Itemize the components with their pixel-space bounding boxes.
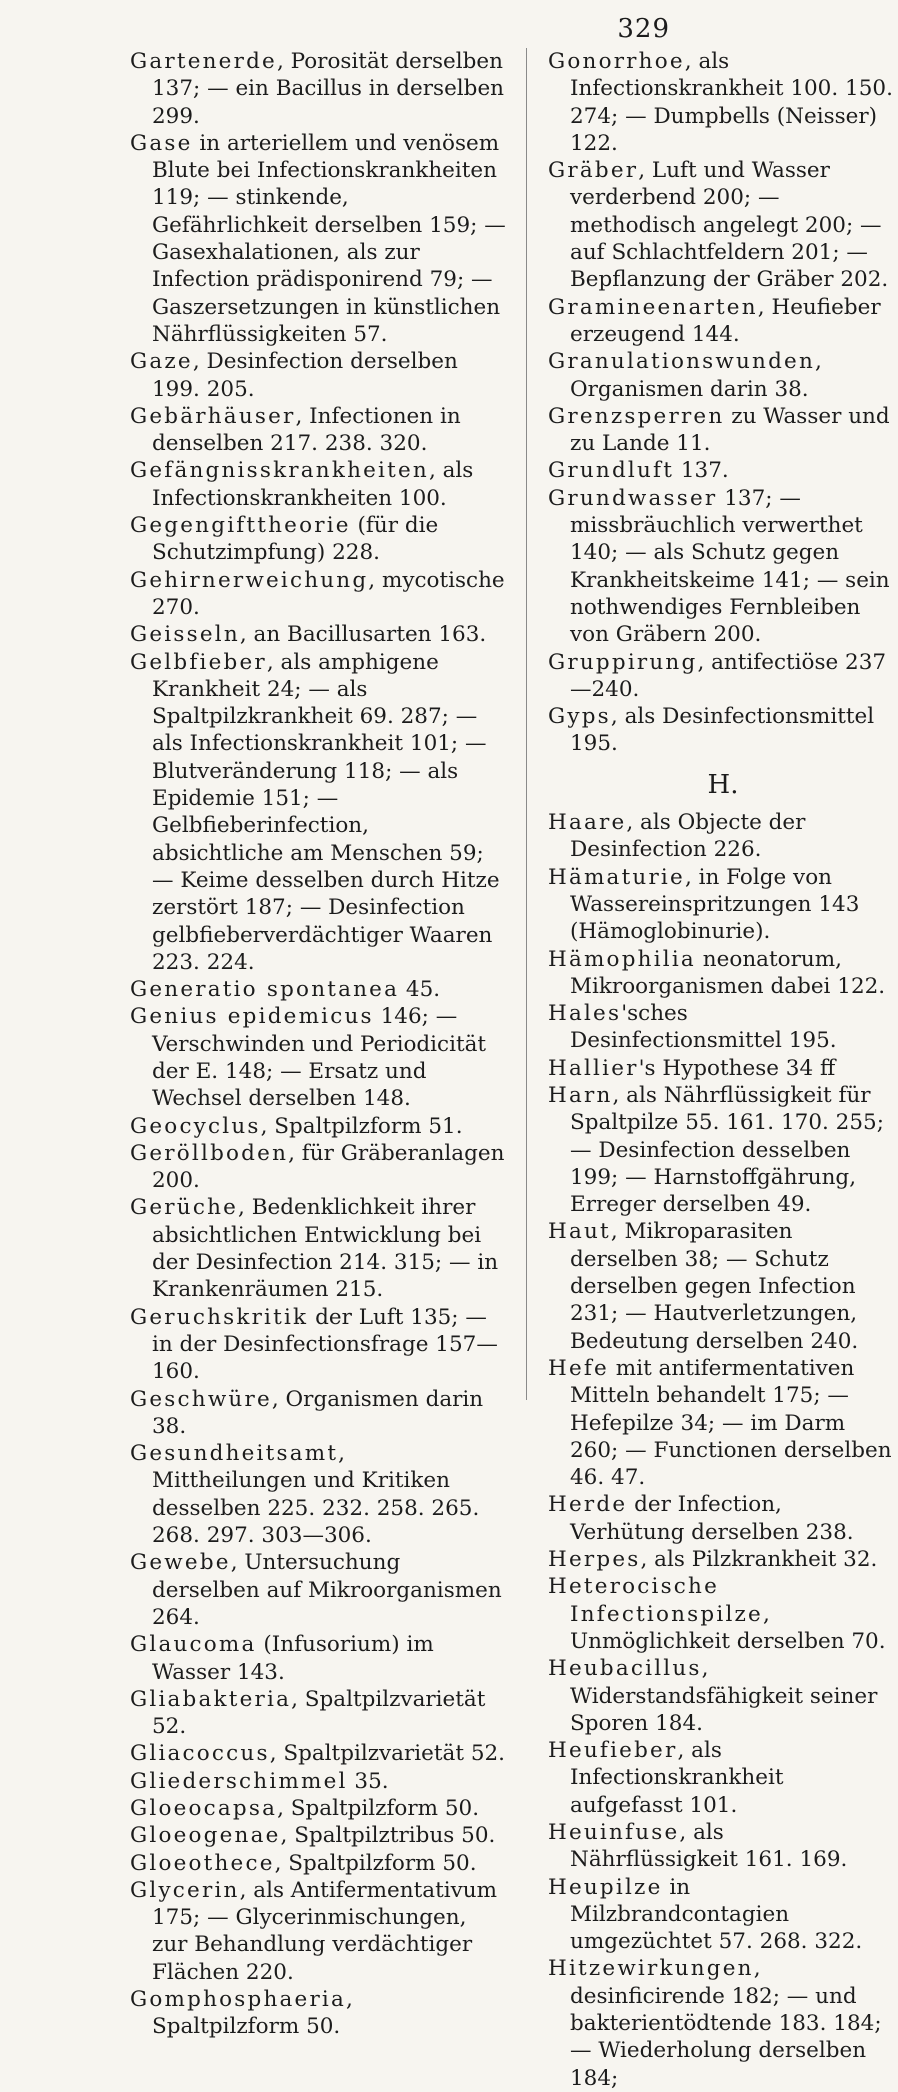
entry-text: (Infusorium) im Wasser 143. xyxy=(152,1632,434,1685)
index-entry xyxy=(130,649,506,977)
entry-text: , als Pilzkrankheit 32. xyxy=(640,1547,878,1573)
column-divider xyxy=(526,48,527,1400)
entry-text: , Desinfection derselben 199. 205. xyxy=(152,349,458,402)
index-entry xyxy=(130,567,506,622)
entry-keyword: Gewebe xyxy=(130,1550,231,1576)
entry-text: , Luft und Wasser verderbend 200; — methodisch angelegt 200; — auf Schlachtfeldern 201; — Bepflanzung der Gräber 202. xyxy=(570,158,889,293)
index-entry xyxy=(548,1491,898,1546)
index-entry xyxy=(130,1740,506,1767)
entry-keyword: Geocyclus xyxy=(130,1113,261,1139)
index-entry xyxy=(548,649,898,704)
index-entry xyxy=(548,1546,898,1573)
entry-keyword: Haut xyxy=(548,1219,611,1245)
entry-keyword: Gesundheitsamt xyxy=(130,1441,339,1467)
entry-text: , Organismen darin 38. xyxy=(152,1386,484,1439)
entry-text: (für die Schutzimpfung) 228. xyxy=(152,513,439,566)
index-entry xyxy=(130,1631,506,1686)
entry-text: 's Hypothese 34 ff xyxy=(638,1055,836,1081)
entry-keyword: Gase xyxy=(130,130,193,156)
index-entry xyxy=(548,485,898,649)
entry-keyword: Gloeogenae xyxy=(130,1823,281,1849)
entry-keyword: Hämophilia xyxy=(548,946,696,972)
index-entry xyxy=(130,976,506,1003)
entry-text: , Mittheilungen und Kritiken desselben 225. 232. 258. 265. 268. 297. 303—306. xyxy=(152,1441,480,1549)
index-entry xyxy=(548,1355,898,1491)
entry-keyword: Grundluft xyxy=(548,458,675,484)
entry-keyword: Glycerin xyxy=(130,1877,240,1903)
entry-keyword: Gebärhäuser xyxy=(130,403,296,429)
entry-keyword: Gloeocapsa xyxy=(130,1796,278,1821)
section-letter-h: H. xyxy=(707,769,739,800)
index-entry xyxy=(548,1055,898,1082)
entry-text: in Milzbrandcontagien umgezüchtet 57. 268. 322. xyxy=(570,1874,863,1955)
index-entry xyxy=(548,1737,898,1819)
entry-text: zu Wasser und zu Lande 11. xyxy=(570,403,890,457)
entry-keyword: Gerüche xyxy=(130,1195,239,1221)
index-entry xyxy=(130,1440,506,1549)
entry-keyword: Genius epidemicus xyxy=(130,1004,374,1030)
entry-text: , an Bacillusarten 163. xyxy=(239,622,487,648)
index-entry xyxy=(548,1082,898,1218)
section-g-continued xyxy=(548,48,898,758)
index-entry xyxy=(130,457,506,512)
entry-keyword: Geröllboden xyxy=(130,1140,289,1166)
index-entry xyxy=(130,130,506,348)
entry-keyword: Herde xyxy=(548,1492,628,1518)
entry-keyword: Gehirnerweichung xyxy=(130,567,369,593)
entry-text: , als Nährflüssigkeit 161. 169. xyxy=(570,1820,848,1873)
index-entry xyxy=(548,403,898,458)
index-entry xyxy=(130,1986,506,2041)
entry-keyword: Hitzewirkungen xyxy=(548,1956,754,1982)
page-number: 329 xyxy=(617,14,670,44)
entry-text: 35. xyxy=(347,1768,389,1794)
entry-keyword: Heupilze xyxy=(548,1874,663,1900)
entry-keyword: Gelbfieber xyxy=(130,649,267,675)
entry-keyword: Gliabakteria xyxy=(130,1686,292,1712)
index-entry xyxy=(548,157,898,293)
index-entry xyxy=(130,1304,506,1386)
index-entry xyxy=(130,1877,506,1986)
entry-keyword: Hallier xyxy=(548,1055,639,1081)
entry-keyword: Hämaturie xyxy=(548,864,685,890)
index-entry xyxy=(130,1822,506,1849)
entry-text: mit antifermentativen Mitteln behandelt 175; — Hefepilze 34; — im Darm 260; — Functionen derselben 46. 47. xyxy=(570,1355,892,1491)
entry-text: , Organismen darin 38. xyxy=(570,349,822,402)
entry-keyword: Heterocische Infectionspilze xyxy=(548,1574,763,1627)
index-entry xyxy=(548,1218,898,1354)
entry-text: , als amphigene Krankheit 24; — als Spaltpilzkrankheit 69. 287; — als Infectionskrankheit 101; — Blutveränderung 118; — als Epidemie 151; — Gelbfieberinfection, absichtliche am Menschen 59; — Keime desselben durch Hitze zerstört 187; — Desinfection gelbfieberverdächtiger Waaren 223. 224. xyxy=(152,649,500,975)
index-entry xyxy=(130,1686,506,1741)
entry-text: , antifectiöse 237—240. xyxy=(570,649,887,702)
index-entry xyxy=(548,294,898,349)
right-column xyxy=(548,48,898,2092)
entry-text: der Luft 135; — in der Desinfectionsfrage 157—160. xyxy=(152,1304,498,1385)
index-entry xyxy=(130,1386,506,1441)
index-entry xyxy=(130,1549,506,1631)
entry-keyword: Granulationswunden xyxy=(548,349,816,375)
index-entry xyxy=(130,1003,506,1112)
entry-text: 137. xyxy=(674,458,729,484)
index-entry xyxy=(130,48,506,130)
entry-keyword: Generatio spontanea xyxy=(130,977,400,1003)
index-entry xyxy=(130,1194,506,1303)
entry-keyword: Gomphosphaeria xyxy=(130,1987,347,2013)
entry-text: , in Folge von Wassereinspritzungen 143 (Hämoglobinurie). xyxy=(570,864,860,945)
entry-keyword: Grundwasser xyxy=(548,485,718,511)
index-entry xyxy=(130,621,506,648)
entry-text: 146; — Verschwinden und Periodicität der E. 148; — Ersatz und Wechsel derselben 148. xyxy=(152,1004,487,1112)
entry-keyword: Glaucoma xyxy=(130,1632,257,1658)
entry-keyword: Harn xyxy=(548,1082,613,1108)
entry-keyword: Gräber xyxy=(548,158,639,184)
entry-text: , Spaltpilzform 50. xyxy=(277,1796,480,1821)
index-entry xyxy=(548,348,898,403)
entry-text: , als Nährflüssigkeit für Spaltpilze 55. 161. 170. 255; — Desinfection desselben 199; — Harnstoffgährung, Erreger derselben 49. xyxy=(570,1082,884,1218)
entry-text: , Infectionen in denselben 217. 238. 320. xyxy=(152,403,461,457)
entry-text: der Infection, Verhütung derselben 238. xyxy=(570,1492,854,1545)
index-entry xyxy=(548,1000,898,1055)
entry-keyword: Gloeothece xyxy=(130,1850,275,1876)
entry-keyword: Geschwüre xyxy=(130,1386,272,1412)
entry-keyword: Gartenerde xyxy=(130,49,277,74)
index-entry xyxy=(548,1955,898,2091)
entry-keyword: Geruchskritik xyxy=(130,1304,309,1330)
index-entry xyxy=(130,1113,506,1140)
entry-keyword: Gliacoccus xyxy=(130,1741,270,1767)
index-entry xyxy=(130,512,506,567)
entry-text: 45. xyxy=(399,977,441,1003)
entry-keyword: Gruppirung xyxy=(548,649,698,675)
entry-text: , Widerstandsfähigkeit seiner Sporen 184. xyxy=(570,1656,878,1736)
entry-text: , als Antifermentativum 175; — Glycerinmischungen, zur Behandlung verdächtiger Flächen 220. xyxy=(152,1877,497,1985)
index-entry xyxy=(548,48,898,157)
entry-keyword: Gaze xyxy=(130,349,193,375)
entry-text: , Bedenklichkeit ihrer absichtlichen Entwicklung bei der Desinfection 214. 315; — in Krankenräumen 215. xyxy=(152,1195,499,1303)
entry-keyword: Haare xyxy=(548,810,627,836)
entry-text: , Spaltpilztribus 50. xyxy=(280,1823,496,1849)
entry-text: , Unmöglichkeit derselben 70. xyxy=(570,1601,886,1654)
entry-keyword: Geisseln xyxy=(130,622,240,648)
entry-text: neonatorum, Mikroorganismen dabei 122. xyxy=(570,946,886,999)
entry-text: , für Gräberanlagen 200. xyxy=(152,1140,505,1194)
index-entry xyxy=(548,809,898,864)
index-entry xyxy=(548,457,898,484)
entry-text: , als Infectionskrankheit aufgefasst 101. xyxy=(570,1738,784,1818)
index-entry xyxy=(548,946,898,1001)
entry-keyword: Heubacillus xyxy=(548,1656,702,1682)
index-entry xyxy=(130,1768,506,1795)
index-entry xyxy=(548,1874,898,1956)
entry-text: , Untersuchung derselben auf Mikroorganismen 264. xyxy=(152,1550,502,1630)
entry-text: , Spaltpilzform 51. xyxy=(260,1113,463,1139)
index-entry xyxy=(548,1655,898,1737)
entry-text: , als Desinfectionsmittel 195. xyxy=(570,704,875,757)
entry-text: , Mikroparasiten derselben 38; — Schutz derselben gegen Infection 231; — Hautverletzungen, Bedeutung derselben 240. xyxy=(570,1219,859,1354)
left-column xyxy=(130,48,506,2041)
entry-text: , Heufieber erzeugend 144. xyxy=(570,294,881,347)
entry-text: in arteriellem und venösem Blute bei Infectionskrankheiten 119; — stinkende, Gefährlichkeit derselben 159; — Gasexhalationen, als zur Infection prädisponirend 79; — Gaszersetzungen in künstlichen Nährflüssigkeiten 57. xyxy=(152,130,506,347)
entry-text: , Spaltpilzform 50. xyxy=(274,1850,477,1876)
entry-text: , als Objecte der Desinfection 226. xyxy=(570,810,806,863)
index-entry xyxy=(130,1795,506,1822)
entry-text: , Spaltpilzvarietät 52. xyxy=(152,1686,486,1740)
index-entry xyxy=(130,348,506,403)
index-entry xyxy=(548,703,898,758)
entry-text: , als Infectionskrankheit 100. 150. 274; — Dumpbells (Neisser) 122. xyxy=(570,49,893,156)
entry-text: , mycotische 270. xyxy=(152,567,505,620)
entry-text: 137; — missbräuchlich verwerthet 140; — als Schutz gegen Krankheitskeime 141; — sein nothwendiges Fernbleiben von Gräbern 200. xyxy=(570,485,890,648)
entry-text: , desinficirende 182; — und bakterientödtende 183. 184; — Wiederholung derselben 184; xyxy=(570,1956,882,2091)
entry-keyword: Gonorrhoe xyxy=(548,49,685,74)
entry-keyword: Heufieber xyxy=(548,1738,678,1764)
entry-keyword: Herpes xyxy=(548,1547,641,1573)
entry-keyword: Gegengifttheorie xyxy=(130,513,351,539)
entry-text: , Spaltpilzvarietät 52. xyxy=(269,1741,506,1767)
entry-text: , als Infectionskrankheiten 100. xyxy=(152,458,474,511)
entry-keyword: Gliederschimmel xyxy=(130,1768,348,1794)
entry-text: 'sches Desinfectionsmittel 195. xyxy=(570,1001,837,1054)
entry-keyword: Hales xyxy=(548,1001,622,1027)
entry-text: , Porosität derselben 137; — ein Bacillus in derselben 299. xyxy=(152,49,505,129)
entry-text: , Spaltpilzform 50. xyxy=(152,1987,353,2040)
entry-keyword: Grenzsperren xyxy=(548,403,725,429)
section-h xyxy=(548,809,898,2092)
index-entry xyxy=(548,864,898,946)
entry-keyword: Gramineenarten xyxy=(548,294,758,320)
index-entry xyxy=(548,1819,898,1874)
entry-keyword: Hefe xyxy=(548,1355,609,1381)
index-entry xyxy=(130,1140,506,1195)
index-entry xyxy=(130,403,506,458)
entry-keyword: Gefängnisskrankheiten xyxy=(130,458,429,484)
entry-keyword: Heuinfuse xyxy=(548,1820,680,1845)
index-entry xyxy=(130,1850,506,1877)
entry-keyword: Gyps xyxy=(548,704,611,730)
index-entry xyxy=(548,1573,898,1655)
